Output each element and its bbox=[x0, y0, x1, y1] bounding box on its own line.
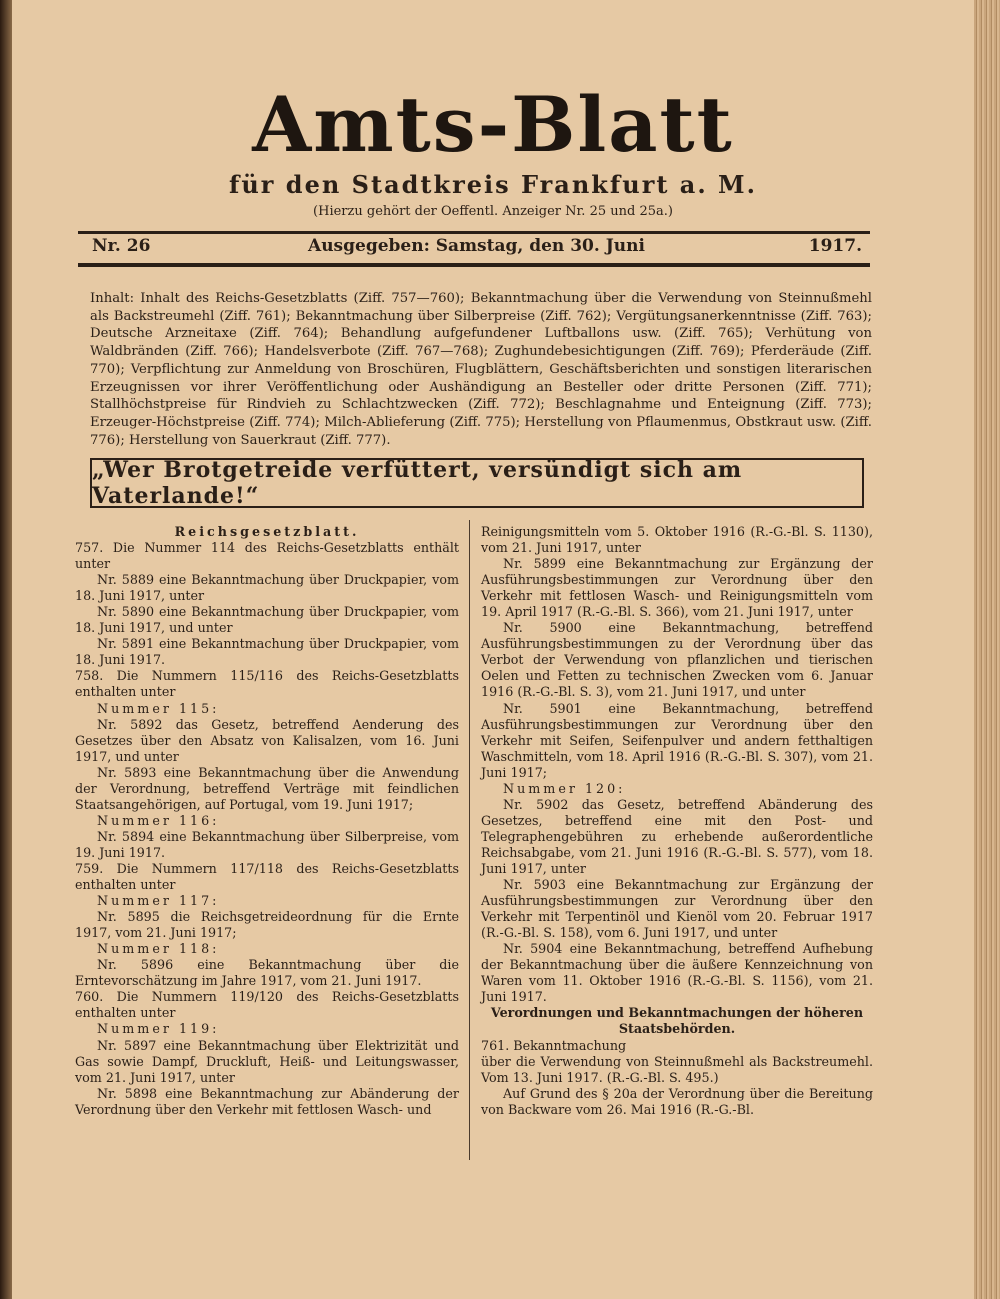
slogan-text: „Wer Brotgetreide verfüttert, versündigt sich am Vaterlande!“ bbox=[92, 457, 743, 509]
paragraph: 758. Die Nummern 115/116 des Reichs-Gesetzblatts enthalten unter bbox=[75, 668, 459, 700]
paragraph: Nr. 5895 die Reichsgetreideordnung für die Ernte 1917, vom 21. Juni 1917; bbox=[75, 909, 459, 941]
slogan-box bbox=[90, 458, 864, 508]
masthead-note: (Hierzu gehört der Oeffentl. Anzeiger Nr. 25 und 25a.) bbox=[313, 204, 673, 219]
paragraph: Nr. 5904 eine Bekanntmachung, betreffend Aufhebung der Bekanntmachung über die äußere Kennzeichnung von Waren vom 11. Oktober 1916 (R.-G.-Bl. S. 1156), vom 21. Juni 1917. bbox=[481, 941, 873, 1005]
paragraph: Nummer 117: bbox=[97, 893, 220, 909]
paragraph: Nr. 5892 das Gesetz, betreffend Aenderung des Gesetzes über den Absatz von Kalisalzen, vom 16. Juni 1917, und unter bbox=[75, 716, 459, 764]
paragraph: 759. Die Nummern 117/118 des Reichs-Gesetzblatts enthalten unter bbox=[75, 860, 459, 893]
paragraph: Auf Grund des § 20a der Verordnung über die Bereitung von Backware vom 26. Mai 1916 (R.-G.-Bl. bbox=[481, 1085, 873, 1117]
paragraph: Nr. 5894 eine Bekanntmachung über Silberpreise, vom 19. Juni 1917. bbox=[75, 828, 459, 860]
masthead-subtitle: für den Stadtkreis Frankfurt a. M. bbox=[229, 170, 757, 199]
paragraph: 760. Die Nummern 119/120 des Reichs-Gesetzblatts enthalten unter bbox=[75, 989, 459, 1021]
left-column bbox=[75, 524, 459, 1118]
paragraph: Reinigungsmitteln vom 5. Oktober 1916 (R.-G.-Bl. S. 1130), vom 21. Juni 1917, unter bbox=[481, 524, 873, 556]
paragraph: Nr. 5897 eine Bekanntmachung über Elektrizität und Gas sowie Dampf, Druckluft, Heiß- und Leitungswasser, vom 21. Juni 1917, unter bbox=[75, 1037, 459, 1085]
paragraph: Nummer 115: bbox=[97, 700, 220, 716]
paragraph: Nr. 5899 eine Bekanntmachung zur Ergänzung der Ausführungsbestimmungen zur Verordnung über den Verkehr mit fettlosen Wasch- und Reinigungsmitteln vom 19. April 1917 (R.-G.-Bl. S. 366), vom 21. Juni 1917, unter bbox=[481, 556, 873, 620]
paragraph: Nummer 119: bbox=[97, 1021, 220, 1037]
page-stack-edge bbox=[974, 0, 1000, 1299]
paragraph: Nr. 5902 das Gesetz, betreffend Abänderung des Gesetzes, betreffend eine mit den Post- und Telegraphengebühren zu erhebende außerordentliche Reichsabgabe, vom 21. Juni 1916 (R.-G.-Bl. S. 577), vom 18. Juni 1917, unter bbox=[481, 796, 873, 876]
paragraph: Nr. 5898 eine Bekanntmachung zur Abänderung der Verordnung über den Verkehr mit fettlosen Wasch- und bbox=[75, 1085, 459, 1117]
table-of-contents: Inhalt: Inhalt des Reichs-Gesetzblatts (Ziff. 757—760); Bekanntmachung über die Verwendung von Steinnußmehl als Backstreumehl (Ziff. 761); Bekanntmachung über Silberpreise (Ziff. 762); Vergütungsanerkenntnisse (Ziff. 763); Deutsche Arzneitaxe (Ziff. 764); Behandlung aufgefundener Luftballons usw. (Ziff. 765); Verhütung von Waldbränden (Ziff. 766); Handelsverbote (Ziff. 767—768); Zughundebesichtigungen (Ziff. 769); Pferderäude (Ziff. 770); Verpflichtung zur Anmeldung von Broschüren, Flugblättern, Geschäftsberichten und sonstigen literarischen Erzeugnissen vor ihrer Veröffentlichung oder Aushändigung an Besteller oder dritte Personen (Ziff. 771); Stallhöchstpreise für Rindvieh zu Schlachtzwecken (Ziff. 772); Beschlagnahme und Enteignung (Ziff. 773); Erzeuger-Höchstpreise (Ziff. 774); Milch-Ablieferung (Ziff. 775); Herstellung von Pflaumenmus, Obstkraut usw. (Ziff. 776); Herstellung von Sauerkraut (Ziff. 777). bbox=[90, 291, 872, 448]
gazette-page bbox=[12, 0, 974, 1299]
paragraph: Nr. 5893 eine Bekanntmachung über die Anwendung der Verordnung, betreffend Verträge mit feindlichen Staatsangehörigen, auf Portugal, vom 19. Juni 1917; bbox=[75, 764, 459, 812]
paragraph: Nummer 118: bbox=[97, 941, 220, 957]
paragraph: Nr. 5891 eine Bekanntmachung über Druckpapier, vom 18. Juni 1917. bbox=[75, 636, 459, 668]
book-spine-edge bbox=[0, 0, 12, 1299]
column-divider bbox=[469, 520, 470, 1160]
paragraph: Nummer 116: bbox=[97, 812, 220, 828]
top-rule bbox=[78, 231, 870, 234]
paragraph: Nr. 5900 eine Bekanntmachung, betreffend Ausführungsbestimmungen zu der Verordnung über das Verbot der Verwendung von pflanzlichen und tierischen Oelen und Fetten zu technischen Zwecken vom 6. Januar 1916 (R.-G.-Bl. S. 3), vom 21. Juni 1917, und unter bbox=[481, 620, 873, 700]
paragraph: 761. Bekanntmachung bbox=[481, 1037, 627, 1053]
paragraph: Nr. 5901 eine Bekanntmachung, betreffend Ausführungsbestimmungen zur Verordnung über den Verkehr mit Seifen, Seifenpulver und andern fetthaltigen Waschmitteln, vom 18. April 1916 (R.-G.-Bl. S. 307), vom 21. Juni 1917; bbox=[481, 700, 873, 780]
paragraph: Nr. 5890 eine Bekanntmachung über Druckpapier, vom 18. Juni 1917, und unter bbox=[75, 604, 459, 636]
right-column bbox=[481, 524, 873, 1118]
issue-number: Nr. 26 bbox=[92, 236, 151, 256]
bottom-rule bbox=[78, 263, 870, 267]
paragraph: Reichsgesetzblatt. bbox=[174, 524, 360, 539]
paragraph: Verordnungen und Bekanntmachungen der höheren Staatsbehörden. bbox=[490, 1005, 864, 1037]
issue-year: 1917. bbox=[808, 236, 862, 256]
issue-bar bbox=[78, 236, 870, 262]
issue-date: Ausgegeben: Samstag, den 30. Juni bbox=[308, 236, 645, 256]
paragraph: über die Verwendung von Steinnußmehl als Backstreumehl. Vom 13. Juni 1917. (R.-G.-Bl. S. 495.) bbox=[481, 1053, 873, 1085]
paragraph: Nr. 5896 eine Bekanntmachung über die Erntevorschätzung im Jahre 1917, vom 21. Juni 1917. bbox=[75, 957, 459, 989]
paragraph: Nr. 5903 eine Bekanntmachung zur Ergänzung der Ausführungsbestimmungen zur Verordnung über den Verkehr mit Terpentinöl und Kienöl vom 20. Februar 1917 (R.-G.-Bl. S. 158), vom 6. Juni 1917, und unter bbox=[481, 877, 873, 941]
masthead-title: Amts-Blatt bbox=[252, 80, 734, 169]
paragraph: Nr. 5889 eine Bekanntmachung über Druckpapier, vom 18. Juni 1917, unter bbox=[75, 572, 459, 604]
paragraph: 757. Die Nummer 114 des Reichs-Gesetzblatts enthält unter bbox=[75, 540, 459, 572]
paragraph: Nummer 120: bbox=[503, 780, 626, 796]
